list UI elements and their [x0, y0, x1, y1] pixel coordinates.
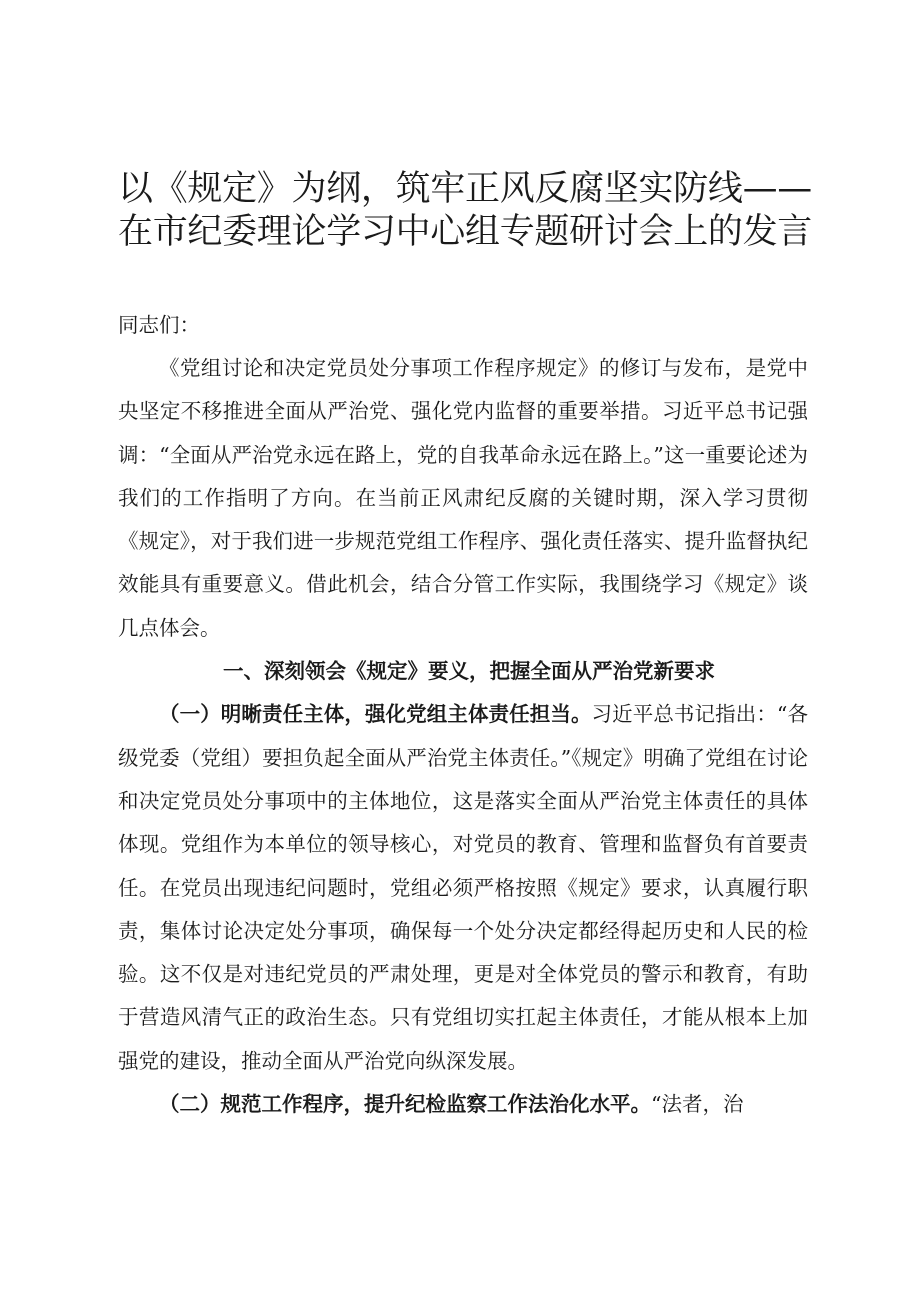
paragraph-point-2	[118, 1083, 808, 1126]
section-heading-1: 一、深刻领会《规定》要义，把握全面从严治党新要求	[223, 659, 715, 684]
intro-paragraph: 《党组讨论和决定党员处分事项工作程序规定》的修订与发布，是党中央坚定不移推进全面从严治党、强化党内监督的重要举措。习近平总书记强调：“全面从严治党永远在路上，党的自我革命永远在路上。”这一重要论述为我们的工作指明了方向。在当前正风肃纪反腐的关键时期，深入学习贯彻《规定》，对于我们进一步规范党组工作程序、强化责任落实、提升监督执纪效能具有重要意义。借此机会，结合分管工作实际，我围绕学习《规定》谈几点体会。	[118, 356, 808, 640]
document-body	[118, 347, 808, 1126]
point-2-lead: （二）规范工作程序，提升纪检监察工作法治化水平。	[159, 1092, 651, 1117]
point-1-lead: （一）明晰责任主体，强化党组主体责任担当。	[159, 702, 592, 727]
point-2-text: “法者，治	[651, 1092, 744, 1117]
document-title: 以《规定》为纲，筑牢正风反腐坚实防线——在市纪委理论学习中心组专题研讨会上的发言	[118, 169, 813, 252]
point-1-text: 习近平总书记指出：“各级党委（党组）要担负起全面从严治党主体责任。”《规定》明确了党组在讨论和决定党员处分事项中的主体地位，这是落实全面从严治党主体责任的具体体现。党组作为本单位的领导核心，对党员的教育、管理和监督负有首要责任。在党员出现违纪问题时，党组必须严格按照《规定》要求，认真履行职责，集体讨论决定处分事项，确保每一个处分决定都经得起历史和人民的检验。这不仅是对违纪党员的严肃处理，更是对全体党员的警示和教育，有助于营造风清气正的政治生态。只有党组切实扛起主体责任，才能从根本上加强党的建设，推动全面从严治党向纵深发展。	[118, 702, 808, 1073]
salutation: 同志们：	[118, 313, 200, 337]
paragraph-point-1	[118, 693, 808, 1083]
